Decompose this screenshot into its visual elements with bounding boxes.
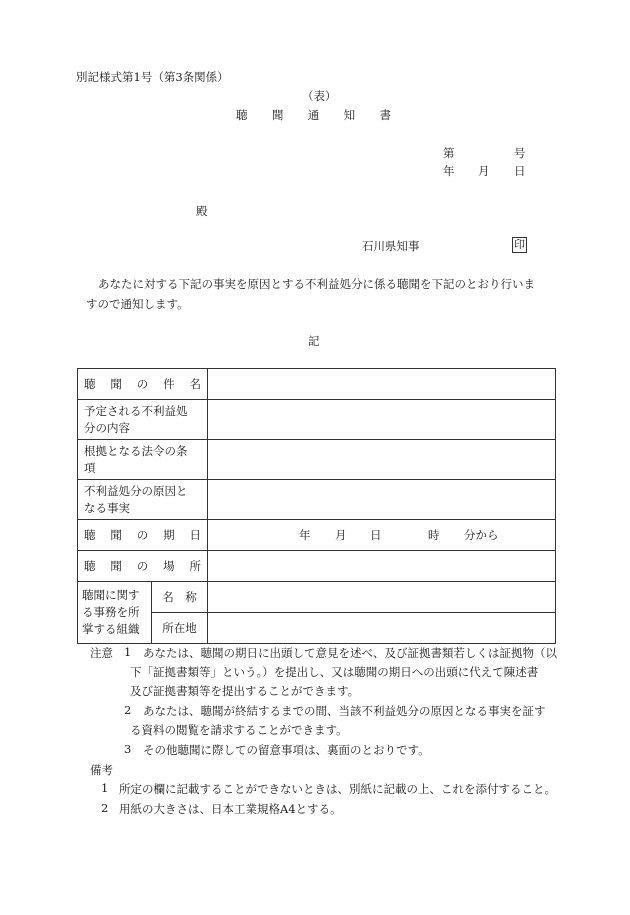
hearing-place-label: 聴 聞 の 場 所 — [78, 551, 208, 582]
title-char: 聞 — [271, 108, 284, 122]
org-address-label: 所在地 — [152, 613, 208, 644]
seal-box: 印 — [514, 238, 525, 251]
table-row — [78, 480, 556, 520]
seal-mark — [512, 237, 527, 253]
note-1-line-1: あなたは、聴聞の期日に出頭して意見を述べ、及び証拠書類若しくは証拠物（以 — [143, 646, 557, 660]
document-title — [236, 107, 391, 123]
issuer-name: 石川県知事 — [362, 239, 420, 253]
subject-value[interactable] — [208, 369, 556, 400]
table-row — [78, 551, 556, 582]
planned-action-label: 予定される不利益処 分の内容 — [78, 400, 208, 440]
org-name-value[interactable] — [208, 582, 556, 613]
doc-number-go: 号 — [514, 146, 526, 160]
hearing-details-table — [77, 368, 556, 644]
notes-label: 注意 — [90, 646, 113, 660]
intro-line-1: あなたに対する下記の事実を原因とする不利益処分に係る聴聞を下記のとおり行いま — [98, 277, 535, 291]
note-3-number: 3 — [124, 742, 132, 756]
hearing-date-minute: 分から — [464, 528, 499, 542]
subject-label: 聴 聞 の 件 名 — [78, 369, 208, 400]
side-indicator: （表） — [302, 89, 337, 103]
intro-line-2: すので通知します。 — [86, 297, 189, 311]
hearing-date-hour: 時 — [428, 528, 440, 542]
legal-basis-label: 根拠となる法令の条 項 — [78, 440, 208, 480]
remark-1-text: 所定の欄に記載することができないときは、別紙に記載の上、これを添付すること。 — [119, 782, 556, 796]
title-char: 書 — [379, 108, 391, 122]
title-char: 聴 — [236, 108, 248, 122]
note-1-line-3: 及び証拠書類等を提出することができます。 — [130, 684, 360, 698]
date-month: 月 — [478, 164, 490, 178]
title-char: 知 — [343, 108, 356, 122]
note-2-number: 2 — [124, 703, 132, 717]
remark-2-number: 2 — [101, 801, 109, 815]
org-address-value[interactable] — [208, 613, 556, 644]
ki-heading: 記 — [308, 334, 320, 348]
planned-action-value[interactable] — [208, 400, 556, 440]
table-row — [78, 582, 556, 613]
note-2-line-2: る資料の閲覧を請求することができます。 — [130, 723, 348, 737]
hearing-date-year: 年 — [299, 528, 311, 542]
organization-label: 聴聞に関す る事務を所 掌する組織 — [78, 582, 152, 644]
note-1-number: 1 — [124, 645, 132, 659]
cause-label: 不利益処分の原因と なる事実 — [78, 480, 208, 520]
date-year: 年 — [443, 164, 455, 178]
addressee-suffix: 殿 — [196, 204, 208, 218]
org-name-label: 名 称 — [152, 582, 208, 613]
hearing-date-day: 日 — [370, 528, 382, 542]
note-3-line-1: その他聴聞に際しての留意事項は、裏面のとおりです。 — [143, 743, 430, 757]
form-number: 別記様式第1号（第3条関係） — [76, 70, 229, 84]
note-2-line-1: あなたは、聴聞が終結するまでの間、当該不利益処分の原因となる事実を証す — [143, 704, 546, 718]
hearing-date-value[interactable] — [208, 520, 556, 551]
legal-basis-value[interactable] — [208, 440, 556, 480]
hearing-date-label: 聴 聞 の 期 日 — [78, 520, 208, 551]
table-row — [78, 440, 556, 480]
remark-1-number: 1 — [101, 781, 109, 795]
remarks-label: 備考 — [90, 763, 113, 777]
note-1-line-2: 下「証拠書類等」という。）を提出し、又は聴聞の期日への出頭に代えて陳述書 — [130, 665, 539, 679]
doc-number-dai: 第 — [443, 146, 455, 160]
hearing-date-month: 月 — [335, 528, 347, 542]
hearing-place-value[interactable] — [208, 551, 556, 582]
table-row — [78, 369, 556, 400]
date-day: 日 — [514, 164, 526, 178]
table-row — [78, 520, 556, 551]
table-row — [78, 400, 556, 440]
remark-2-text: 用紙の大きさは、日本工業規格A4とする。 — [119, 802, 342, 816]
cause-value[interactable] — [208, 480, 556, 520]
title-char: 通 — [307, 108, 320, 122]
